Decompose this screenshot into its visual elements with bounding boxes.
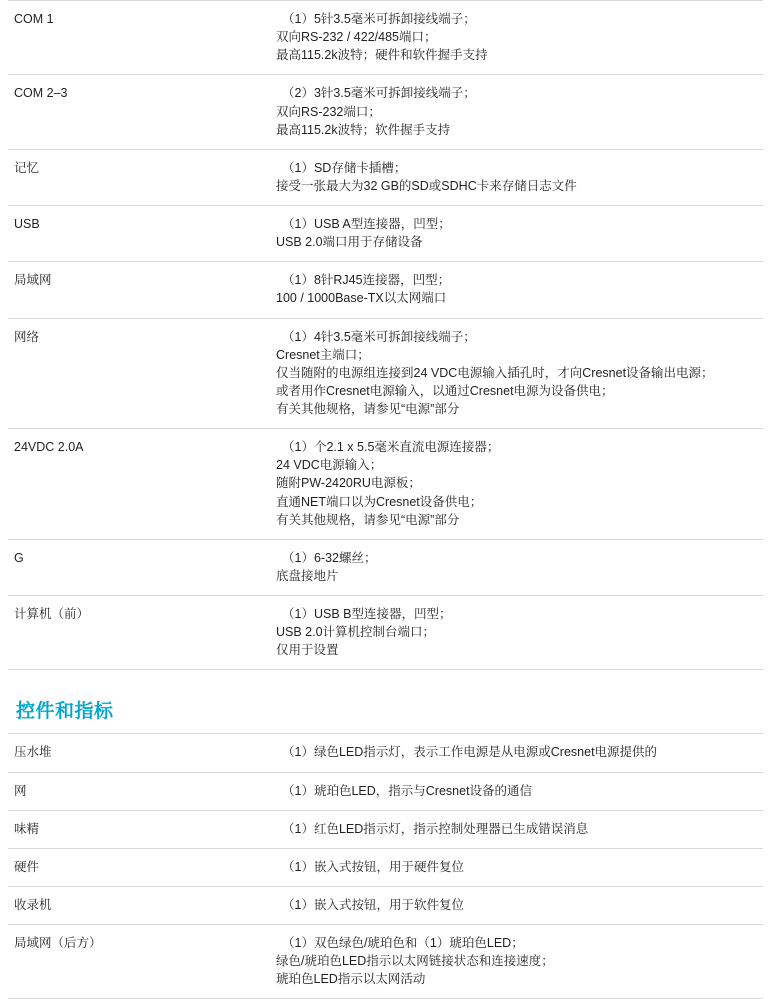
table-row [8, 429, 763, 540]
spec-value-line: 有关其他规格，请参见“电源”部分 [276, 402, 460, 416]
spec-label: 局域网（后方） [8, 925, 270, 999]
spec-value-line: 底盘接地片 [276, 568, 339, 583]
spec-value-line: 绿色/琥珀色LED指示以太网链接状态和连接速度； [276, 954, 554, 969]
spec-value [270, 149, 763, 205]
table-row [8, 262, 763, 318]
spec-value-line: （1）6-32螺丝； [282, 550, 377, 565]
spec-label: G [8, 539, 270, 595]
spec-value-line: 接受一张最大为32 GB的SD或SDHC卡来存储日志文件 [276, 178, 577, 193]
spec-value [270, 925, 763, 999]
spec-value-line: 最高115.2k波特；软件握手支持 [276, 122, 451, 137]
spec-label: 24VDC 2.0A [8, 429, 270, 540]
spec-value-line: （1）USB A型连接器，凹型； [282, 217, 451, 231]
spec-value-line: （1）琥珀色LED，指示与Cresnet设备的通信 [282, 783, 533, 798]
spec-value-line: （1）嵌入式按钮，用于软件复位 [282, 897, 464, 912]
spec-value-line: （1）5针3.5毫米可拆卸接线端子； [282, 12, 476, 26]
spec-value [270, 75, 763, 149]
spec-value [270, 734, 763, 772]
spec-value [270, 848, 763, 886]
spec-value [270, 1, 763, 75]
table-row [8, 149, 763, 205]
spec-value-line: （1）USB B型连接器，凹型； [282, 607, 452, 621]
spec-label: 记忆 [8, 149, 270, 205]
spec-label: 硬件 [8, 848, 270, 886]
spec-value-line: 直通NET端口以为Cresnet设备供电； [276, 494, 483, 509]
spec-value-line: 仅当随附的电源组连接到24 VDC电源输入插孔时，才向Cresnet设备输出电源； [276, 365, 714, 380]
spec-value-line: Cresnet主端口； [276, 347, 370, 362]
table-row [8, 596, 763, 670]
spec-value-line: （1）4针3.5毫米可拆卸接线端子； [282, 329, 476, 344]
table-row [8, 318, 763, 429]
spec-value-line: 双向RS-232 / 422/485端口； [276, 30, 437, 45]
spec-value-line: （2）3针3.5毫米可拆卸接线端子； [282, 86, 476, 101]
spec-label: COM 2–3 [8, 75, 270, 149]
spec-value-line: USB 2.0端口用于存储设备 [276, 235, 423, 250]
spec-value-line: 24 VDC电源输入； [276, 458, 383, 473]
spec-label: USB [8, 206, 270, 262]
spec-value-line: 双向RS-232端口； [276, 104, 381, 119]
spec-value-line: 随附PW-2420RU电源板； [276, 476, 421, 491]
spec-label: 计算机（前） [8, 596, 270, 670]
spec-value-line: （1）绿色LED指示灯，表示工作电源是从电源或Cresnet电源提供的 [282, 745, 658, 760]
table-row [8, 734, 763, 772]
spec-value-line: 最高115.2k波特；硬件和软件握手支持 [276, 48, 488, 63]
spec-label: 局域网 [8, 262, 270, 318]
table-row [8, 772, 763, 810]
spec-label: COM 1 [8, 1, 270, 75]
spec-label: 压水堆 [8, 734, 270, 772]
spec-value [270, 810, 763, 848]
spec-label: 网络 [8, 318, 270, 429]
table-row [8, 810, 763, 848]
spec-value [270, 539, 763, 595]
table-row [8, 206, 763, 262]
table-row [8, 848, 763, 886]
spec-value-line: 或者用作Cresnet电源输入，以通过Cresnet电源为设备供电； [276, 383, 614, 398]
spec-label: 味精 [8, 810, 270, 848]
table-row [8, 1, 763, 75]
spec-value-line: （1）嵌入式按钮，用于硬件复位 [282, 859, 464, 874]
spec-value [270, 596, 763, 670]
spec-sections [8, 0, 763, 999]
spec-table-connectors [8, 0, 763, 670]
spec-value [270, 318, 763, 429]
spec-label: 收录机 [8, 886, 270, 924]
spec-label: 网 [8, 772, 270, 810]
spec-value-line: （1）双色绿色/琥珀色和（1）琥珀色LED； [282, 936, 524, 950]
spec-value-line: USB 2.0计算机控制台端口； [276, 625, 436, 640]
table-row [8, 75, 763, 149]
spec-value [270, 262, 763, 318]
table-row [8, 925, 763, 999]
table-row [8, 539, 763, 595]
spec-value-line: 100 / 1000Base-TX以太网端口 [276, 291, 447, 306]
spec-table-controls-indicators [8, 733, 763, 999]
table-row [8, 886, 763, 924]
spec-value [270, 886, 763, 924]
section-title-controls-indicators: 控件和指标 [16, 701, 114, 723]
spec-value-line: （1）红色LED指示灯，指示控制处理器已生成错误消息 [282, 821, 589, 836]
spec-value-line: （1）8针RJ45连接器，凹型； [282, 273, 451, 288]
spec-value-line: 有关其他规格，请参见“电源”部分 [276, 512, 460, 527]
spec-value-line: 仅用于设置 [276, 643, 339, 658]
spec-value-line: （1）SD存储卡插槽； [282, 160, 407, 175]
spec-value [270, 429, 763, 540]
spec-value [270, 772, 763, 810]
spec-value-line: 琥珀色LED指示以太网活动 [276, 972, 426, 987]
spec-value [270, 206, 763, 262]
spec-value-line: （1）个2.1 x 5.5毫米直流电源连接器； [282, 440, 500, 455]
